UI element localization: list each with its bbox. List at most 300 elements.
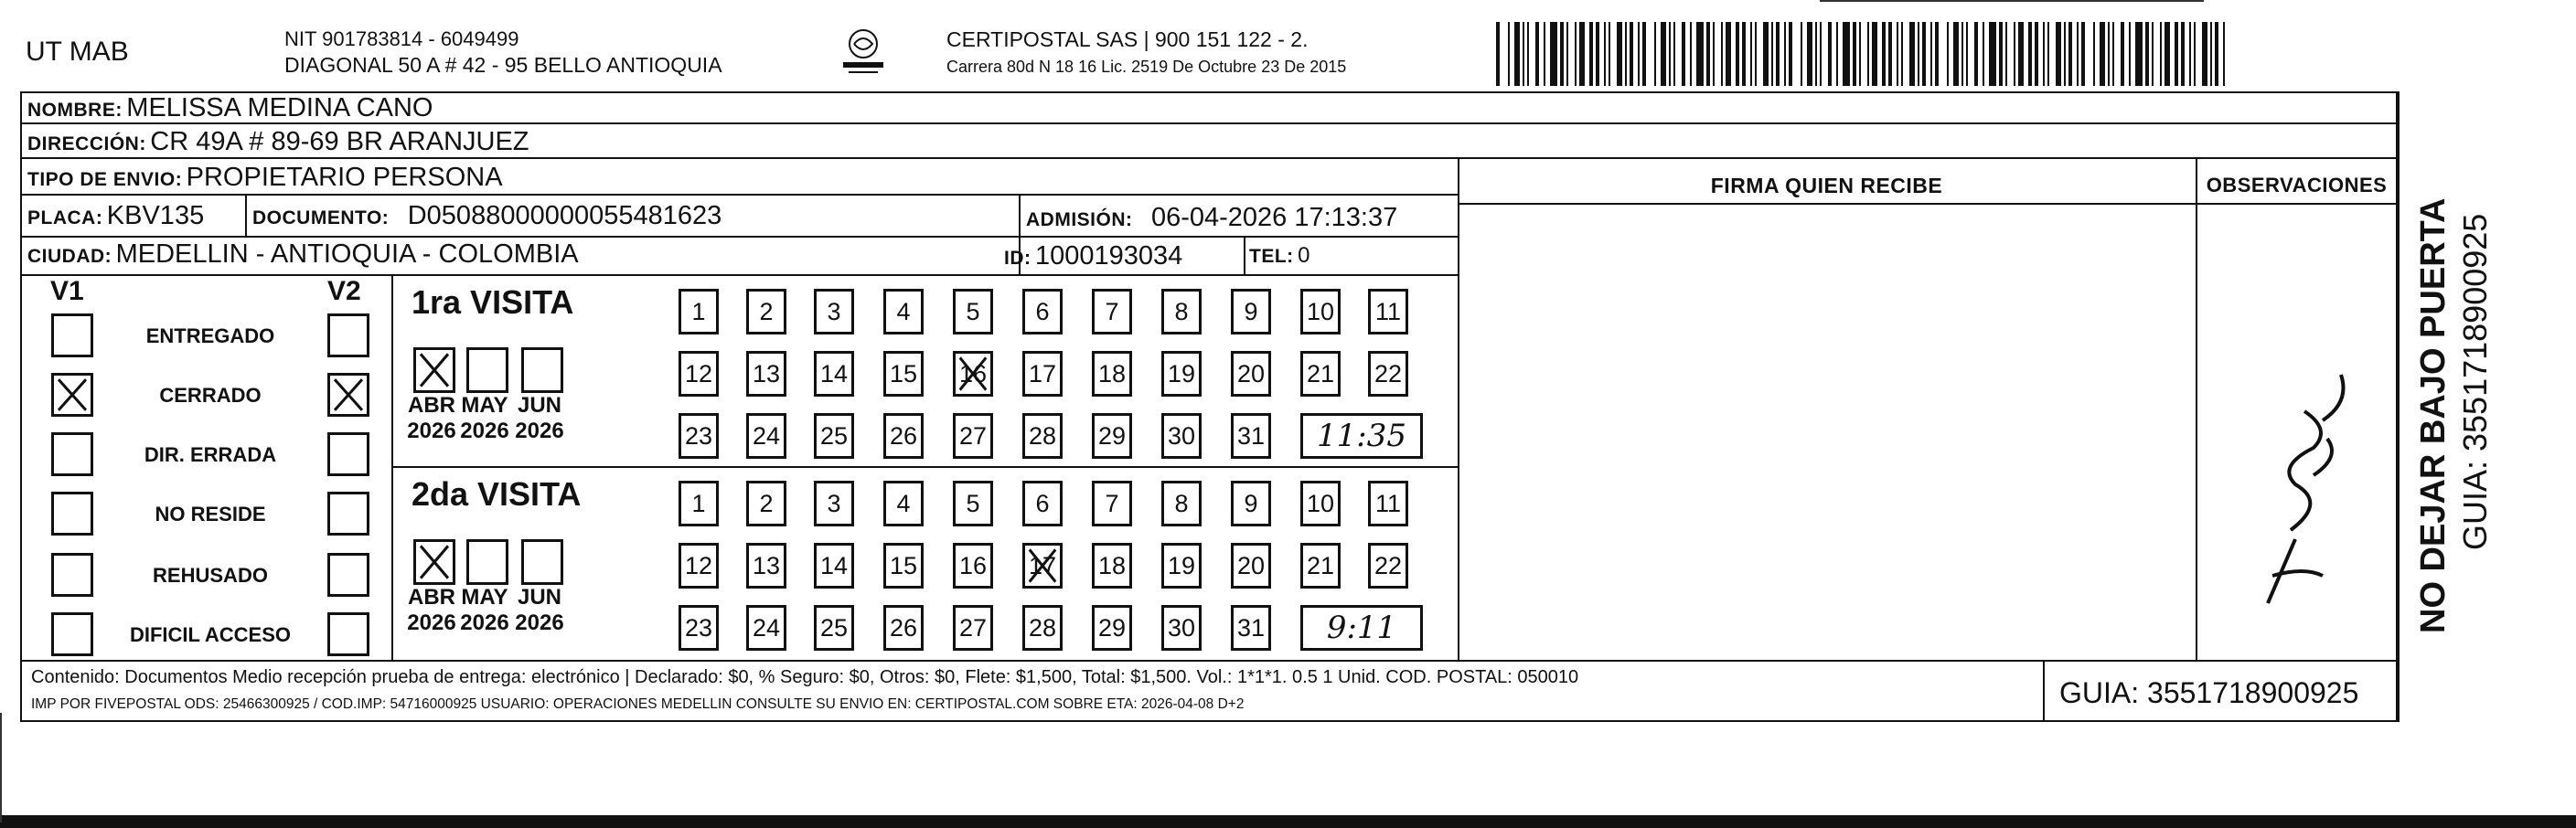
barcode-bar — [2018, 22, 2024, 86]
barcode-bar — [1789, 22, 1792, 86]
day-number: 10 — [1306, 489, 1335, 517]
day-cell[interactable] — [1022, 289, 1063, 334]
tipo-row — [27, 163, 503, 193]
day-number: 15 — [889, 359, 918, 387]
day-number: 16 — [958, 551, 988, 579]
day-number: 4 — [896, 489, 911, 517]
day-number: 3 — [827, 489, 841, 517]
nit: NIT 901783814 - 6049499 — [284, 27, 519, 50]
day-cell[interactable] — [953, 605, 993, 651]
day-cell[interactable] — [746, 289, 786, 334]
day-cell[interactable] — [1022, 543, 1063, 589]
barcode-bar — [1776, 22, 1780, 86]
day-cell[interactable] — [1231, 289, 1271, 334]
barcode-bar — [1661, 22, 1666, 86]
v2-checkbox[interactable] — [327, 553, 369, 597]
v2-checkbox[interactable] — [327, 313, 369, 357]
day-number: 5 — [966, 297, 980, 325]
barcode-bar — [1496, 22, 1500, 86]
day-cell[interactable] — [1231, 351, 1271, 397]
day-cell[interactable] — [1092, 481, 1132, 526]
day-cell[interactable] — [1300, 481, 1341, 526]
documento-row — [252, 201, 721, 231]
month-label: JUN — [517, 393, 561, 418]
day-cell[interactable] — [1022, 413, 1063, 459]
barcode-bar — [1566, 22, 1568, 86]
day-number: 27 — [958, 421, 988, 450]
placa-row — [27, 201, 204, 231]
day-number: 18 — [1097, 359, 1127, 387]
day-cell[interactable] — [1368, 543, 1408, 589]
side-warning: NO DEJAR BAJO PUERTA — [2414, 197, 2453, 633]
direccion-value: CR 49A # 89-69 BR ARANJUEZ — [150, 127, 529, 156]
ciudad-value: MEDELLIN - ANTIOQUIA - COLOMBIA — [115, 239, 579, 269]
day-number: 23 — [684, 613, 713, 642]
barcode-bar — [2194, 22, 2196, 86]
v1-header: V1 — [50, 276, 84, 306]
day-number: 14 — [819, 359, 849, 387]
month-checkbox[interactable] — [413, 539, 455, 585]
day-cell[interactable] — [883, 351, 924, 397]
col-line — [2398, 91, 2400, 722]
day-number: 13 — [752, 551, 781, 579]
day-cell[interactable] — [1300, 543, 1341, 589]
day-cell[interactable] — [1368, 289, 1408, 334]
day-number: 30 — [1167, 613, 1196, 642]
row-line — [20, 660, 2398, 662]
barcode-bar — [1853, 22, 1856, 86]
day-number: 26 — [889, 613, 918, 642]
day-number: 23 — [684, 421, 713, 450]
day-cell[interactable] — [883, 413, 924, 459]
barcode-bar — [1713, 22, 1715, 86]
barcode-bar — [1918, 22, 1919, 86]
day-number: 8 — [1174, 297, 1189, 325]
day-cell[interactable] — [1231, 413, 1271, 459]
day-number: 11 — [1374, 297, 1402, 325]
row-line — [391, 466, 1458, 468]
day-cell[interactable] — [953, 413, 993, 459]
barcode-bar — [1872, 22, 1877, 86]
barcode-bar — [1771, 22, 1773, 86]
visit2-title: 2da VISITA — [412, 475, 582, 513]
col-line — [2196, 159, 2197, 660]
barcode-bar — [2215, 22, 2218, 86]
day-number: 25 — [819, 421, 849, 450]
placa-value: KBV135 — [106, 201, 205, 230]
day-cell[interactable] — [746, 481, 786, 526]
row-line — [20, 236, 1458, 238]
barcode-bar — [2047, 22, 2049, 86]
v2-checkbox[interactable] — [327, 432, 369, 476]
day-number: 15 — [889, 551, 918, 579]
admision-label: ADMISIÓN: — [1026, 209, 1133, 230]
firma-header: FIRMA QUIEN RECIBE — [1710, 174, 1943, 197]
barcode-bar — [1726, 22, 1731, 86]
row-line — [20, 274, 1458, 276]
left-border — [0, 713, 2, 823]
barcode-bar — [1550, 22, 1557, 86]
barcode-bar — [1508, 22, 1510, 86]
id-label: ID: — [1004, 248, 1031, 269]
barcode-bar — [1706, 22, 1710, 86]
v1-checkbox[interactable] — [51, 553, 93, 597]
barcode-bar — [1901, 22, 1903, 86]
barcode-bar — [2175, 22, 2178, 86]
day-cell[interactable] — [1092, 413, 1132, 459]
barcode-bar — [1897, 22, 1898, 86]
day-cell[interactable] — [1368, 351, 1408, 397]
year-label: 2026 — [460, 419, 509, 443]
barcode-bar — [1690, 22, 1692, 86]
month-checkbox[interactable] — [413, 347, 455, 393]
barcode-bar — [2145, 22, 2149, 86]
barcode-bar — [2112, 22, 2114, 86]
status-label: DIFICIL ACCESO — [129, 623, 291, 646]
barcode-bar — [1843, 22, 1850, 86]
day-cell[interactable] — [1161, 289, 1202, 334]
license-line: Carrera 80d N 18 16 Lic. 2519 De Octubre 23 De 2015 — [946, 58, 1347, 76]
barcode-bar — [2181, 22, 2185, 86]
barcode-bar — [2093, 22, 2095, 86]
day-number: 30 — [1167, 421, 1196, 450]
nombre-value: MELISSA MEDINA CANO — [126, 93, 433, 122]
day-cell[interactable] — [1092, 543, 1132, 589]
day-cell[interactable] — [953, 481, 993, 526]
barcode-bar — [1820, 22, 1822, 86]
barcode-bar — [1682, 22, 1685, 86]
barcode-bar — [2223, 22, 2225, 86]
day-number: 18 — [1097, 551, 1127, 579]
month-checkbox[interactable] — [521, 347, 563, 393]
day-cell[interactable] — [814, 289, 854, 334]
day-number: 10 — [1306, 297, 1335, 325]
year-label: 2026 — [515, 610, 564, 635]
handwritten-signature — [2240, 366, 2368, 621]
day-cell[interactable] — [679, 543, 719, 589]
barcode-bar — [1642, 22, 1646, 86]
barcode-bar — [1807, 22, 1812, 86]
status-label: CERRADO — [159, 384, 262, 407]
sender-address: DIAGONAL 50 A # 42 - 95 BELLO ANTIOQUIA — [284, 53, 722, 77]
day-number: 16 — [958, 359, 988, 387]
day-number: 7 — [1105, 297, 1119, 325]
day-number: 19 — [1167, 359, 1196, 387]
barcode-bar — [1654, 22, 1656, 86]
barcode-bar — [2135, 22, 2143, 86]
barcode-bar — [1935, 22, 1939, 86]
v1-checkbox[interactable] — [51, 432, 93, 476]
barcode-bar — [2164, 22, 2170, 86]
barcode-bar — [2202, 22, 2207, 86]
day-cell[interactable] — [679, 289, 719, 334]
barcode-bar — [2035, 22, 2038, 86]
status-label: NO RESIDE — [155, 503, 266, 525]
day-cell[interactable] — [746, 413, 786, 459]
month-checkbox[interactable] — [521, 539, 563, 585]
id-row — [1004, 241, 1182, 271]
observaciones-header: OBSERVACIONES — [2206, 174, 2388, 196]
day-number: 1 — [691, 489, 706, 517]
company-name: UT MAB — [26, 37, 129, 67]
barcode-bar — [1750, 22, 1752, 86]
day-cell[interactable] — [1022, 605, 1063, 651]
barcode-bar — [1930, 22, 1932, 86]
tipo-label: TIPO DE ENVIO: — [27, 169, 183, 190]
handwritten-time: 11:35 — [1317, 418, 1406, 454]
barcode-bar — [1909, 22, 1915, 86]
year-label: 2026 — [460, 610, 509, 635]
handwritten-time: 9:11 — [1326, 610, 1397, 646]
barcode-bar — [2160, 22, 2162, 86]
barcode-bar — [1721, 22, 1723, 86]
day-cell[interactable] — [953, 543, 993, 589]
day-cell[interactable] — [814, 481, 854, 526]
day-cell[interactable] — [953, 289, 993, 334]
month-checkbox[interactable] — [466, 347, 508, 393]
barcode-bar — [1514, 22, 1520, 86]
top-rule — [1820, 0, 2204, 2]
day-cell[interactable] — [746, 351, 786, 397]
barcode-bar — [2056, 22, 2061, 86]
tel-value: 0 — [1298, 243, 1310, 268]
day-cell[interactable] — [1368, 481, 1408, 526]
month-label: ABR — [408, 393, 455, 418]
barcode-bar — [2014, 22, 2015, 86]
day-number: 21 — [1306, 551, 1335, 579]
day-cell[interactable] — [883, 481, 924, 526]
tel-row — [1249, 243, 1309, 269]
day-number: 27 — [958, 613, 988, 642]
certipostal-logo — [830, 26, 896, 80]
barcode-bar — [1953, 22, 1959, 86]
day-number: 8 — [1174, 489, 1189, 517]
barcode-bar — [2210, 22, 2212, 86]
barcode-bar — [1999, 22, 2003, 86]
col-line — [245, 194, 247, 236]
barcode-bar — [1638, 22, 1640, 86]
day-cell[interactable] — [1231, 543, 1271, 589]
day-cell[interactable] — [1231, 605, 1271, 651]
day-number: 5 — [966, 489, 980, 517]
v1-checkbox[interactable] — [51, 492, 93, 536]
day-cell[interactable] — [1161, 351, 1202, 397]
day-cell[interactable] — [746, 605, 786, 651]
barcode-bar — [1669, 22, 1671, 86]
day-number: 3 — [827, 297, 841, 325]
day-cell[interactable] — [814, 543, 854, 589]
imp-text: IMP POR FIVEPOSTAL ODS: 25466300925 / COD.IMP: 54716000925 USUARIO: OPERACIONES MEDELLIN CONSULTE SU ENVIO EN: CERTIPOSTAL.COM SOBRE ETA: 2026-04-08 D+2 — [31, 696, 1245, 712]
day-number: 22 — [1374, 359, 1403, 387]
status-label: REHUSADO — [153, 564, 268, 587]
year-label: 2026 — [407, 419, 456, 443]
barcode-bar — [1604, 22, 1606, 86]
day-number: 9 — [1244, 489, 1258, 517]
barcode — [1496, 22, 2228, 86]
day-cell[interactable] — [1161, 413, 1202, 459]
barcode-bar — [2005, 22, 2007, 86]
v1-checkbox[interactable] — [51, 313, 93, 357]
documento-label: DOCUMENTO: — [252, 207, 390, 228]
day-cell[interactable] — [883, 605, 924, 651]
day-cell[interactable] — [1300, 289, 1341, 334]
day-number: 24 — [752, 613, 781, 642]
barcode-bar — [2068, 22, 2072, 86]
day-number: 29 — [1097, 613, 1127, 642]
barcode-bar — [1609, 22, 1610, 86]
barcode-bar — [1989, 22, 1996, 86]
barcode-bar — [1617, 22, 1622, 86]
day-number: 24 — [752, 421, 781, 450]
barcode-bar — [2189, 22, 2191, 86]
barcode-bar — [1867, 22, 1869, 86]
time-box[interactable] — [1300, 605, 1423, 651]
day-number: 29 — [1097, 421, 1127, 450]
barcode-bar — [2077, 22, 2079, 86]
day-number: 19 — [1167, 551, 1196, 579]
day-cell[interactable] — [679, 351, 719, 397]
status-label: DIR. ERRADA — [144, 443, 277, 466]
day-number: 21 — [1306, 359, 1335, 387]
barcode-bar — [1544, 22, 1545, 86]
day-number: 20 — [1236, 359, 1266, 387]
certipostal-line: CERTIPOSTAL SAS | 900 151 122 - 2. — [946, 27, 1309, 51]
direccion-row — [27, 127, 529, 157]
tipo-value: PROPIETARIO PERSONA — [186, 163, 503, 192]
day-cell[interactable] — [953, 351, 993, 397]
col-line — [1458, 159, 1459, 660]
day-number: 4 — [896, 297, 911, 325]
day-number: 14 — [819, 551, 849, 579]
barcode-bar — [1882, 22, 1886, 86]
day-cell[interactable] — [814, 413, 854, 459]
day-cell[interactable] — [679, 413, 719, 459]
row-line — [20, 157, 2398, 159]
day-number: 31 — [1236, 613, 1266, 642]
barcode-bar — [1523, 22, 1524, 86]
v1-checkbox[interactable] — [51, 612, 93, 656]
barcode-bar — [2064, 22, 2066, 86]
day-cell[interactable] — [883, 543, 924, 589]
ciudad-row — [27, 239, 579, 270]
barcode-bar — [1625, 22, 1627, 86]
day-cell[interactable] — [1161, 543, 1202, 589]
barcode-bar — [1596, 22, 1599, 86]
barcode-bar — [1673, 22, 1675, 86]
day-cell[interactable] — [1022, 351, 1063, 397]
footer-guia: GUIA: 3551718900925 — [2059, 676, 2359, 709]
row-line — [1458, 203, 2398, 205]
barcode-bar — [1966, 22, 1968, 86]
day-number: 7 — [1105, 489, 1119, 517]
barcode-bar — [1888, 22, 1892, 86]
year-label: 2026 — [515, 419, 564, 443]
month-checkbox[interactable] — [466, 539, 508, 585]
barcode-bar — [2028, 22, 2032, 86]
visit1-title: 1ra VISITA — [412, 283, 574, 321]
contenido-text: Contenido: Documentos Medio recepción prueba de entrega: electrónico | Declarado: $0, % Seguro: $0, Otros: $0, Flete: $1,500, Total: $1,500. Vol.: 1*1*1. 0.5 1 Unid. COD. POSTAL: 050010 — [31, 667, 1579, 687]
barcode-bar — [1815, 22, 1817, 86]
barcode-bar — [2081, 22, 2085, 86]
row-line — [20, 194, 1458, 196]
day-number: 28 — [1028, 421, 1057, 450]
day-cell[interactable] — [814, 351, 854, 397]
day-number: 12 — [684, 551, 713, 579]
day-cell[interactable] — [1092, 351, 1132, 397]
barcode-bar — [1801, 22, 1802, 86]
direccion-label: DIRECCIÓN: — [27, 133, 146, 154]
day-cell[interactable] — [1092, 289, 1132, 334]
day-cell[interactable] — [1092, 605, 1132, 651]
v1-checkbox[interactable] — [51, 373, 93, 417]
nombre-row — [27, 93, 433, 123]
day-number: 28 — [1028, 613, 1057, 642]
day-number: 17 — [1028, 551, 1057, 579]
month-label: MAY — [461, 393, 508, 418]
v2-checkbox[interactable] — [327, 492, 369, 536]
nombre-label: NOMBRE: — [27, 100, 123, 121]
barcode-bar — [1974, 22, 1978, 86]
barcode-bar — [1630, 22, 1633, 86]
day-cell[interactable] — [1161, 605, 1202, 651]
v2-checkbox[interactable] — [327, 612, 369, 656]
barcode-bar — [1736, 22, 1739, 86]
month-label: MAY — [461, 585, 508, 610]
day-cell[interactable] — [1022, 481, 1063, 526]
barcode-bar — [1784, 22, 1786, 86]
day-cell[interactable] — [814, 605, 854, 651]
time-box[interactable] — [1300, 413, 1423, 459]
day-cell[interactable] — [883, 289, 924, 334]
ciudad-label: CIUDAD: — [27, 246, 112, 267]
status-label: ENTREGADO — [145, 324, 275, 347]
day-cell[interactable] — [679, 605, 719, 651]
barcode-bar — [1983, 22, 1984, 86]
barcode-bar — [2043, 22, 2045, 86]
id-value: 1000193034 — [1034, 241, 1183, 271]
day-number: 9 — [1244, 297, 1258, 325]
barcode-bar — [2108, 22, 2110, 86]
day-number: 2 — [759, 297, 774, 325]
barcode-bar — [1696, 22, 1704, 86]
day-cell[interactable] — [1161, 481, 1202, 526]
barcode-bar — [1859, 22, 1861, 86]
barcode-bar — [1742, 22, 1746, 86]
barcode-bar — [2121, 22, 2124, 86]
admision-value: 06-04-2026 17:13:37 — [1150, 203, 1398, 232]
v2-checkbox[interactable] — [327, 373, 369, 417]
documento-value: D05088000000055481623 — [407, 201, 722, 230]
barcode-bar — [1755, 22, 1757, 86]
day-cell[interactable] — [746, 543, 786, 589]
day-cell[interactable] — [1300, 351, 1341, 397]
barcode-bar — [1527, 22, 1529, 86]
barcode-bar — [1836, 22, 1838, 86]
day-number: 13 — [752, 359, 781, 387]
day-cell[interactable] — [1231, 481, 1271, 526]
barcode-bar — [1575, 22, 1577, 86]
day-number: 22 — [1374, 551, 1403, 579]
col-line — [1244, 236, 1245, 274]
barcode-bar — [1947, 22, 1949, 86]
tel-label: TEL: — [1249, 246, 1294, 267]
barcode-bar — [2129, 22, 2131, 86]
barcode-bar — [1763, 22, 1769, 86]
day-cell[interactable] — [679, 481, 719, 526]
day-number: 31 — [1236, 421, 1266, 450]
bottom-border — [0, 815, 2576, 828]
day-number: 11 — [1374, 489, 1402, 517]
